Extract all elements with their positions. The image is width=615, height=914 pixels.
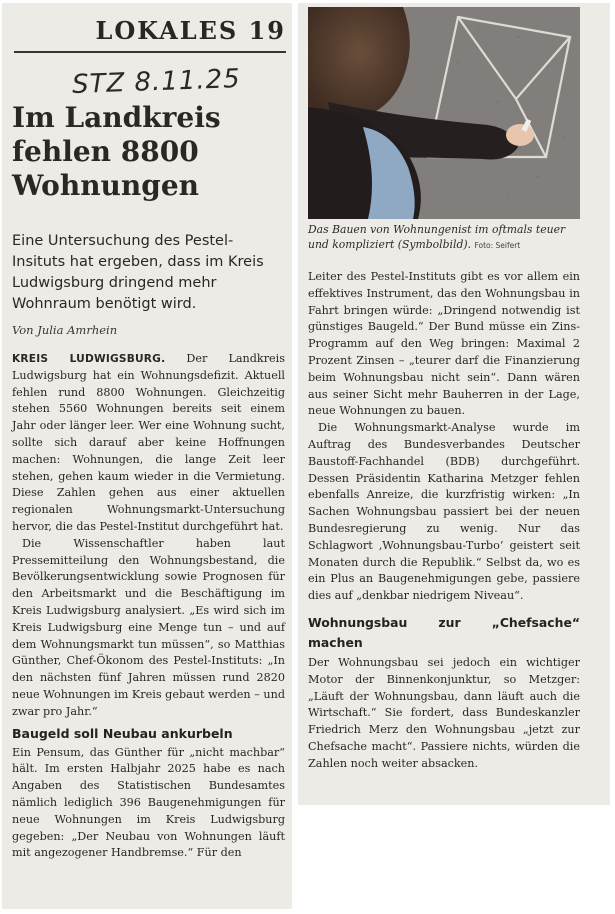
paragraph-3: Ein Pensum, das Günther für „nicht machbar“ hält. Im ersten Halbjahr 2025 habe es nach Angaben des Statistischen Bundesamtes nämlich lediglich 396 Baugenehmigungen für neue Wohnungen im Kreis Ludwigsburg gegeben: „Der Neubau von Wohnungen läuft mit angezogener Handbremse.“ Für den <box>12 745 285 860</box>
paragraph-1-text: Der Landkreis Ludwigsburg hat ein Wohnungsdefizit. Aktuell fehlen rund 8800 Wohnungen. Gleichzeitig stehen 5560 Wohnungen bereits seit einem Jahr oder länger leer. Wer eine Wohnung sucht, sollte sich darauf aber keine Hoffnungen machen: Wohnungen, die lange Zeit leer stehen, gehen kaum wieder in die Vermietung. Diese Zahlen gehen aus einer aktuellen regionalen Wohnungsmarkt-Untersuchung hervor, die das Pestel-Institut durchgeführt hat. <box>12 352 285 533</box>
right-clipping <box>298 3 610 805</box>
article-byline: Von Julia Amrhein <box>12 323 118 337</box>
dateline: KREIS LUDWIGSBURG. <box>12 353 166 365</box>
paragraph-2: Die Wissenschaftler haben laut Pressemitteilung den Wohnungsbestand, die Bevölkerungsentwicklung sowie Prognosen für den Arbeitsmarkt und die Beschäftigung im Kreis Ludwigsburg analysiert. „Es wird sich im Kreis Ludwigsburg eine Menge tun – und auf dem Wohnungsmarkt tun müssen“, so Matthias Günther, Chef-Ökonom des Pestel-Instituts: „In den nächsten fünf Jahren müssen rund 2820 neue Wohnungen im Kreis gebaut werden – und zwar pro Jahr.“ <box>12 536 285 718</box>
subheading-baugeld: Baugeld soll Neubau ankurbeln <box>12 725 233 741</box>
handwritten-note: STZ 8.11.25 <box>71 64 242 100</box>
subheading-chefsache: Wohnungsbau zur „Chefsache“ machen <box>308 614 580 650</box>
right-column-body <box>308 269 580 773</box>
caption-text: Das Bauen von Wohnungenist im oftmals teuer und kompliziert (Symbolbild). <box>308 223 566 251</box>
article-teaser: Eine Untersuchung des Pestel-Insituts hat ergeben, dass im Kreis Ludwigsburg dringend mehr Wohnraum benötigt wird. <box>12 233 264 312</box>
left-column-body <box>12 351 285 862</box>
article-photo <box>308 7 580 219</box>
section-header: LOKALES 19 <box>95 16 286 45</box>
photo-child-chalk-drawing <box>308 7 580 219</box>
paragraph-5: Die Wohnungsmarkt-Analyse wurde im Auftrag des Bundesverbandes Deutscher Baustoff-Fachhandel (BDB) durchgeführt. Dessen Präsidentin Katharina Metzger fehlen ebenfalls Anreize, die kurzfristig wirken: „In Sachen Wohnungsbau passiert bei der neuen Bundesregierung zu wenig. Nur das Schlagwort ‚Wohnungsbau-Turbo‘ geistert seit Monaten durch die Republik.“ Selbst da, wo es ein Plus an Baugenehmigungen gebe, passiere dies auf „denkbar niedrigem Niveau“. <box>308 421 580 603</box>
paragraph-4: Leiter des Pestel-Instituts gibt es vor allem ein effektives Instrument, das den Wohnungsbau in Fahrt bringen würde: „Dringend notwendig ist günstiges Baugeld.“ Der Bund müsse ein Zins-Programm auf den Weg bringen: Maximal 2 Prozent Zinsen – „teurer darf die Finanzierung beim Wohnungsbau nicht sein“. Dann wären aus seiner Sicht mehr Bauherren in der Lage, neue Wohnungen zu bauen. <box>308 270 580 418</box>
photo-credit: Foto: Seifert <box>474 241 521 250</box>
section-rule <box>14 51 286 53</box>
left-clipping <box>2 3 292 909</box>
photo-caption <box>308 222 580 253</box>
paragraph-6: Der Wohnungsbau sei jedoch ein wichtiger Motor der Binnenkonjunktur, so Metzger: „Läuft der Wohnungsbau, dann läuft auch die Wirtschaft.“ Sie fordert, dass Bundeskanzler Friedrich Merz den Wohnungsbau „jetzt zur Chefsache macht“. Passiere nichts, würden die Zahlen noch weiter absacken. <box>308 655 580 770</box>
paragraph-1 <box>12 351 285 536</box>
article-headline: Im Landkreis fehlen 8800 Wohnungen <box>12 101 221 202</box>
